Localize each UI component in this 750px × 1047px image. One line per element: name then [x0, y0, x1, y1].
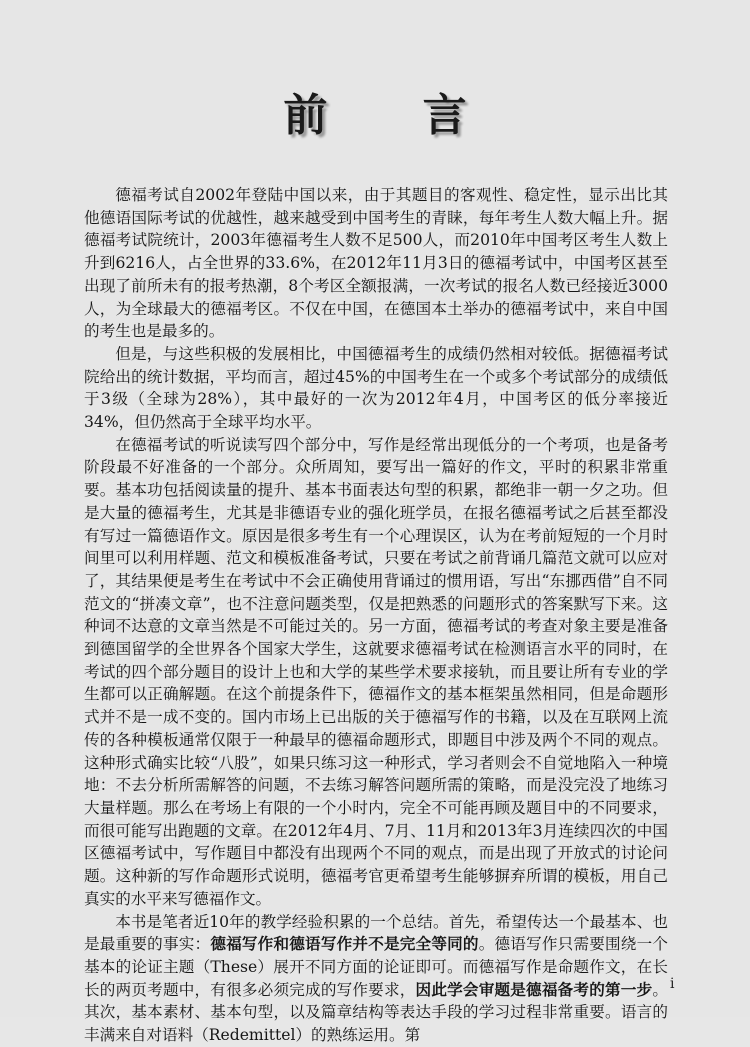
page-title: 前 言	[283, 90, 507, 141]
paragraph-1-text: 德福考试自2002年登陆中国以来，由于其题目的客观性、稳定性，显示出比其他德语国际考试的优越性，越来越受到中国考生的青睐，每年考生人数大幅上升。据德福考试院统计，2003年德福考生人数不足500人，而2010年中国考区考生人数上升到6216人，占全世界的33.6%，在2012年11月3日的德福考试中，中国考区甚至出现了前所未有的报考热潮，8个考区全额报满，一次考试的报名人数已经接近3000人，为全球最大的德福考区。不仅在中国，在德国本土举办的德福考试中，来自中国的考生也是最多的。	[84, 186, 668, 341]
page-number: i	[670, 976, 675, 992]
body-text	[84, 184, 668, 1047]
paragraph-4-bold-key-step: 因此学会审题是德福备考的第一步	[415, 980, 653, 999]
paragraph-2-text: 但是，与这些积极的发展相比，中国德福考生的成绩仍然相对较低。据德福考试院给出的统计数据，平均而言，超过45%的中国考生在一个或多个考试部分的成绩低于3级（全球为28%），其中最好的一次为2012年4月，中国考区的低分率接近34%，但仍然高于全球平均水平。	[84, 344, 668, 432]
paragraph-3-text: 在德福考试的听说读写四个部分中，写作是经常出现低分的一个考项，也是备考阶段最不好准备的一个部分。众所周知，要写出一篇好的作文，平时的积累非常重要。基本功包括阅读量的提升、基本书面表达句型的积累，都绝非一朝一夕之功。但是大量的德福考生，尤其是非德语专业的强化班学员，在报名德福考试之后甚至都没有写过一篇德语作文。原因是很多考生有一个心理误区，认为在考前短短的一个月时间里可以利用样题、范文和模板准备考试，只要在考试之前背诵几篇范文就可以应对了，其结果便是考生在考试中不会正确使用背诵过的惯用语，写出“东挪西借”自不同范文的“拼凑文章”，也不注意问题类型，仅是把熟悉的问题形式的答案默写下来。这种词不达意的文章当然是不可能过关的。另一方面，德福考试的考查对象主要是准备到德国留学的全世界各个国家大学生，这就要求德福考试在检测语言水平的同时，在考试的四个部分题目的设计上也和大学的某些学术要求接轨，而且要让所有专业的学生都可以正确解题。在这个前提条件下，德福作文的基本框架虽然相同，但是命题形式并不是一成不变的。国内市场上已出版的关于德福写作的书籍，以及在互联网上流传的各种模板通常仅限于一种最早的德福命题形式，即题目中涉及两个不同的观点。这种形式确实比较“八股”，如果只练习这一种形式，学习者则会不自觉地陷入一种境地：不去分析所需解答的问题，不去练习解答问题所需的策略，而是没完没了地练习大量样题。那么在考场上有限的一个小时内，完全不可能再顾及题目中的不同要求，而很可能写出跑题的文章。在2012年4月、7月、11月和2013年3月连续四次的中国区德福考试中，写作题目中都没有出现两个不同的观点，而是出现了开放式的讨论问题。这种新的写作命题形式说明，德福考官更希望考生能够摒弃所谓的模板，用自己真实的水平来写德福作文。	[84, 435, 668, 908]
paragraph-4-bold-statement: 德福写作和德语写作并不是完全等同的	[210, 935, 479, 954]
paragraph-4-text-a: 本书是笔者近10年的教学经验积累的一个总结。首先，希望传达一个最基本、也是最重要的事实：	[84, 912, 668, 954]
paragraph-4-text-c: 。其次，基本素材、基本句型，以及篇章结构等表达手段的学习过程非常重要。语言的丰满来自对语料（Redemittel）的熟练运用。第	[84, 980, 668, 1045]
paragraph-4-text-b: 。德语写作只需要围绕一个基本的论证主题（These）展开不同方面的论证即可。而德福写作是命题作文，在长长的两页考题中，有很多必须完成的写作要求，	[84, 935, 668, 999]
paragraph-4	[84, 911, 668, 1047]
paragraph-2	[84, 343, 668, 434]
paragraph-3	[84, 434, 668, 911]
paragraph-1	[84, 184, 668, 343]
